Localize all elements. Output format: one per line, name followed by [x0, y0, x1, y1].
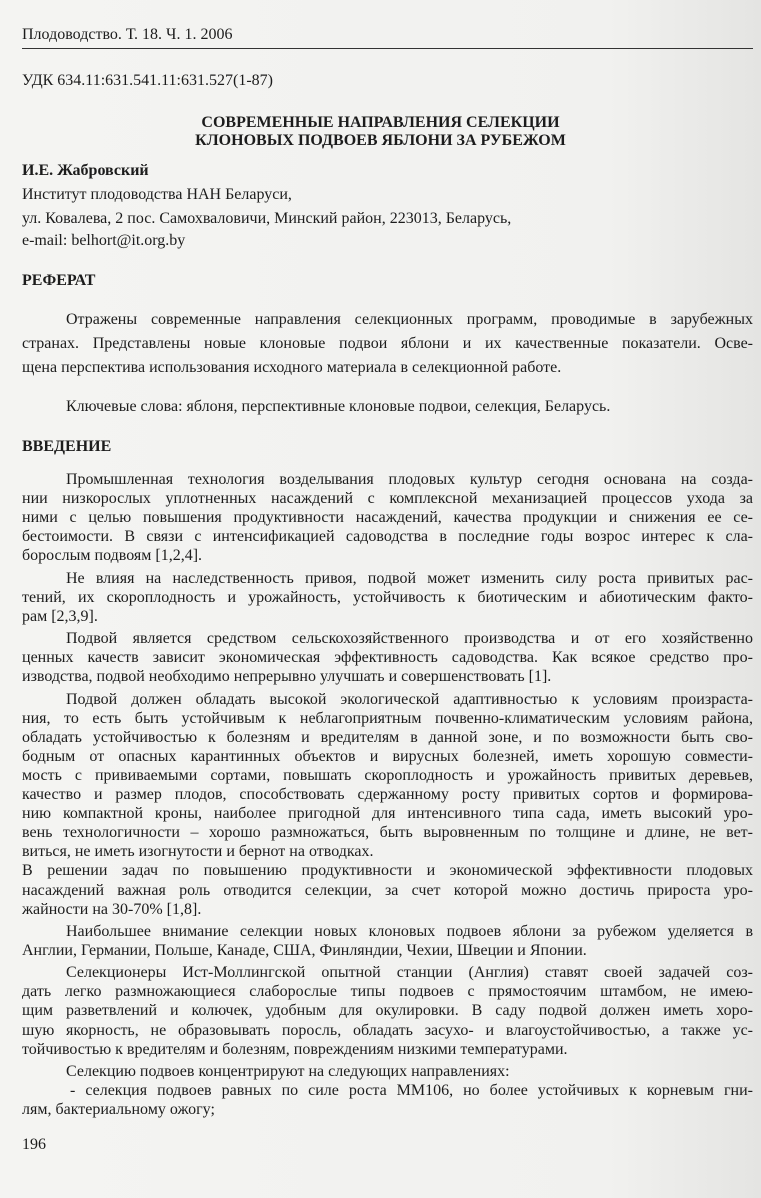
body-line: изводства, подвой необходимо непрерывно улучшать и совершенствовать [1]. — [22, 668, 552, 686]
body-line: бестоимости. В связи с интенсификацией садоводства в последние годы возрос интерес к сла- — [22, 528, 753, 546]
page-number: 196 — [22, 1136, 46, 1153]
affiliation-address: ул. Ковалева, 2 пос. Самохваловичи, Минский район, 223013, Беларусь, — [22, 210, 512, 227]
body-line: дать легко размножающиеся слаборослые типы подвоев с прямостоячим штамбом, не имею- — [22, 983, 753, 1001]
body-line: Наибольшее внимание селекции новых клоновых подвоев яблони за рубежом уделяется в — [66, 922, 753, 940]
body-line: нию компактной кроны, наиболее пригодной для интенсивного типа сада, иметь высокий уро- — [22, 805, 753, 823]
body-line: тойчивостью к вредителям и болезням, повреждениям низкими температурами. — [22, 1040, 568, 1058]
abstract-heading: РЕФЕРАТ — [22, 272, 96, 289]
author-name: И.Е. Жабровский — [22, 162, 149, 179]
body-line: Подвой должен обладать высокой экологической адаптивностью к условиям произраста- — [66, 690, 753, 708]
body-line: обладать устойчивостью к болезням и вредителям в данной зоне, и по возможности быть сво- — [22, 728, 753, 746]
abstract-line: Отражены современные направления селекционных программ, проводимые в зарубежных — [66, 311, 753, 328]
body-line: Селекцию подвоев концентрируют на следующих направлениях: — [66, 1062, 510, 1080]
body-line: виться, не иметь изогнутости и бернот на отводках. — [22, 843, 374, 861]
body-line: ния, то есть быть устойчивым к неблагоприятным почвенно-климатическим условиям района, — [22, 709, 753, 727]
title-line: КЛОНОВЫХ ПОДВОЕВ ЯБЛОНИ ЗА РУБЕЖОМ — [195, 132, 566, 149]
title-line: СОВРЕМЕННЫЕ НАПРАВЛЕНИЯ СЕЛЕКЦИИ — [201, 114, 560, 131]
body-line: борослым подвоям [1,2,4]. — [22, 547, 203, 565]
body-line: нии низкорослых уплотненных насаждений с комплексной механизацией процессов ухода за — [22, 490, 753, 508]
body-line: качество и размер плодов, способствовать сдержанному росту привитых сортов и формирова- — [22, 786, 753, 803]
body-line: - селекция подвоев равных по силе роста ММ106, но более устойчивых к корневым гни- — [70, 1081, 753, 1099]
affiliation-institute: Институт плодоводства НАН Беларуси, — [22, 186, 292, 203]
header-rule — [22, 48, 753, 49]
body-line: щим разветвлений и колючек, удобным для окулировки. В саду подвой должен иметь хоро- — [22, 1002, 753, 1020]
abstract-line: щена перспектива использования исходного материала в селекционной работе. — [22, 359, 562, 376]
body-line: Англии, Германии, Польше, Канаде, США, Финляндии, Чехии, Швеции и Японии. — [22, 941, 587, 959]
body-line: Не влияя на наследственность привоя, подвой может изменить силу роста привитых рас- — [66, 569, 753, 587]
body-line: Селекционеры Ист-Моллингской опытной станции (Англия) ставят своей задачей соз- — [66, 964, 753, 982]
udk-code: УДК 634.11:631.541.11:631.527(1-87) — [22, 72, 273, 89]
body-line: бодным от опасных карантинных объектов и вирусных болезней, иметь хорошую совмести- — [22, 747, 753, 765]
body-line: рам [2,3,9]. — [22, 607, 98, 625]
intro-heading: ВВЕДЕНИЕ — [22, 438, 112, 455]
body-line: лям, бактериальному ожогу; — [22, 1101, 215, 1118]
affiliation-email: e-mail: belhort@it.org.by — [22, 232, 186, 249]
article-title — [0, 114, 761, 150]
body-line: ценных качеств зависит экономическая эффективность садоводства. Как всякое средство про- — [22, 649, 753, 667]
running-header: Плодоводство. Т. 18. Ч. 1. 2006 — [22, 26, 233, 43]
body-line: мость с прививаемыми сортами, повышать скороплодность и урожайность привитых деревьев, — [22, 766, 753, 784]
abstract-line: странах. Представлены новые клоновые подвои яблони и их качественные показатели. Осве- — [22, 335, 753, 352]
body-line: Подвой является средством сельскохозяйственного производства и от его хозяйственно — [66, 630, 753, 648]
keywords: Ключевые слова: яблоня, перспективные клоновые подвои, селекция, Беларусь. — [66, 398, 611, 415]
body-line: тений, их скороплодность и урожайность, устойчивость к биотическим и абиотическим факто- — [22, 588, 753, 606]
body-line: жайности на 30-70% [1,8]. — [22, 900, 202, 918]
body-line: ними с целью повышения продуктивности насаждений, качества продукции и снижения ее се- — [22, 509, 753, 527]
body-line: шую якорность, не образовывать поросль, обладать засухо- и влагоустойчивостью, а также ус- — [22, 1021, 753, 1039]
body-line: Промышленная технология возделывания плодовых культур сегодня основана на созда- — [66, 471, 753, 488]
body-line: насаждений важная роль отводится селекции, за счет которой можно достичь прироста уро- — [22, 881, 753, 899]
body-line: вень технологичности – хорошо размножаться, быть выровненным по толщине и длине, не вет- — [22, 824, 753, 842]
body-line: В решении задач по повышению продуктивности и экономической эффективности плодовых — [22, 862, 753, 880]
